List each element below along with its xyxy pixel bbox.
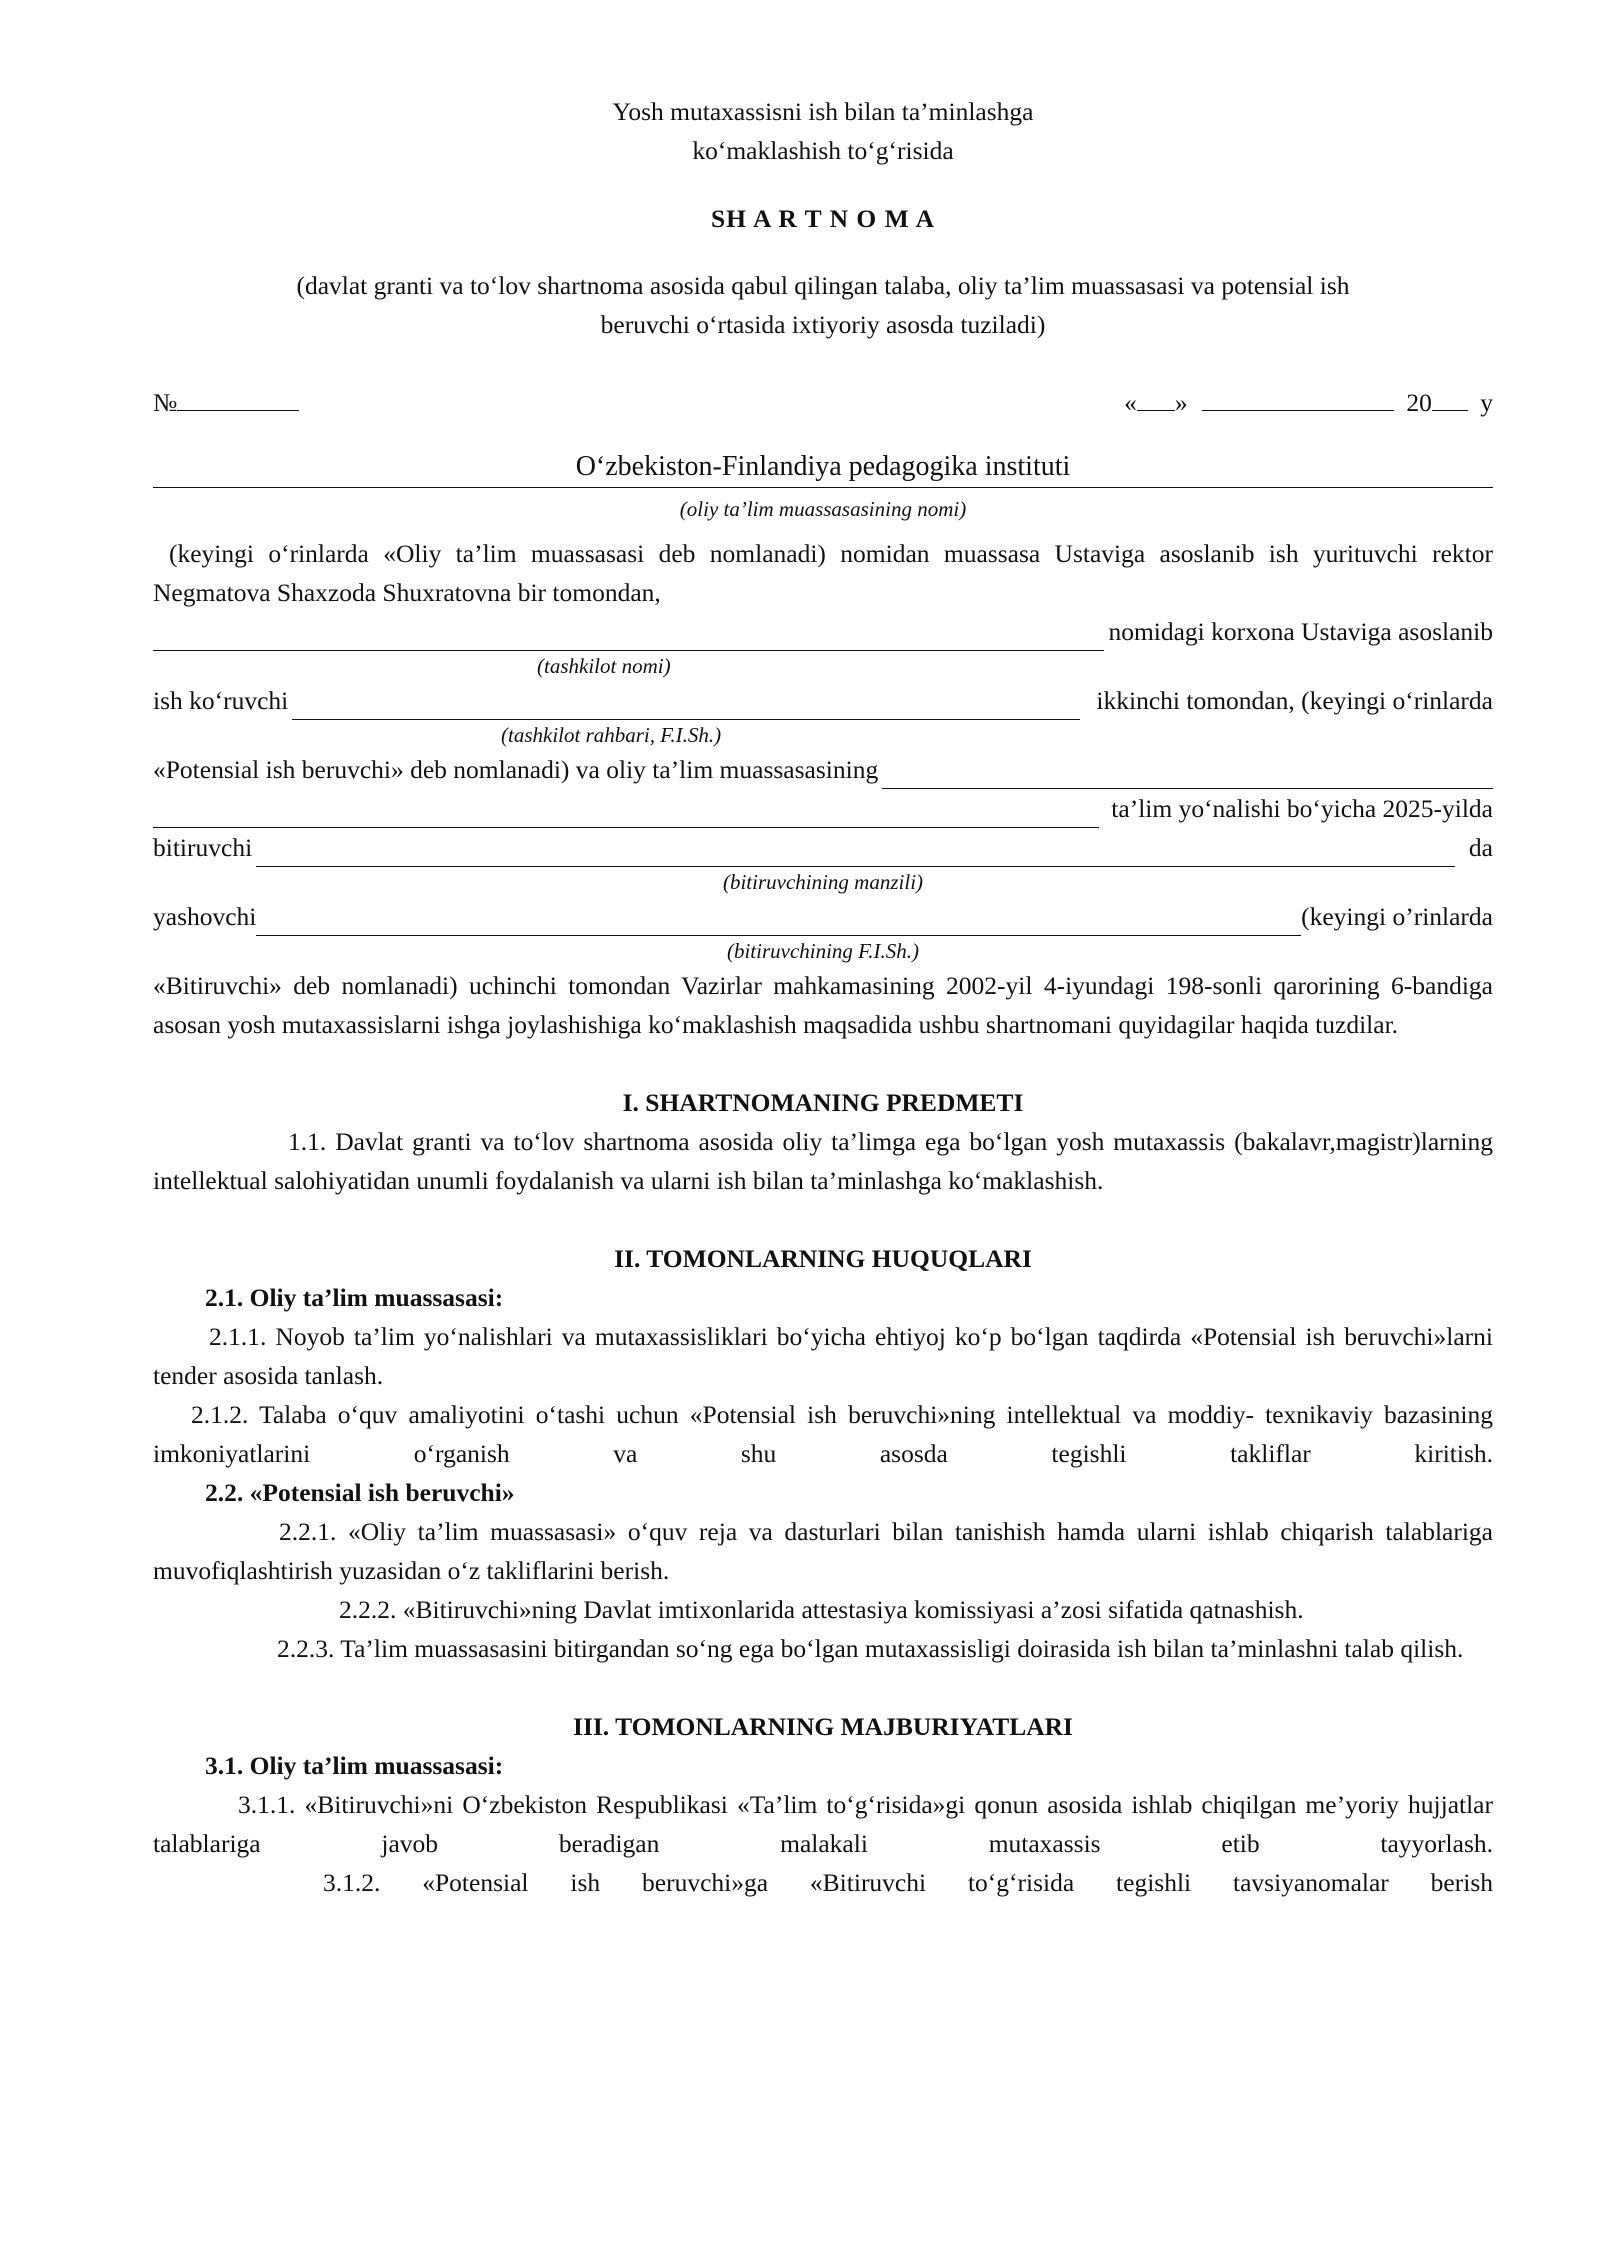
section2-p2-2: 2.2.2. «Bitiruvchi»ning Davlat imtixonlarida attestasiya komissiyasi a’zosi sifatida qatnashish. xyxy=(339,1595,1304,1624)
intro-paragraph: (keyingi o‘rinlarda «Oliy ta’lim muassasasi deb nomlanadi) nomidan muassasa Ustaviga asoslanib ish yurituvchi rektor Negmatova Shaxzoda Shuxratovna bir tomondan, xyxy=(153,539,1493,607)
intro-final-paragraph: «Bitiruvchi» deb nomlanadi) uchinchi tomondan Vazirlar mahkamasining 2002-yil 4-iyundagi 198-sonli qarorining 6-bandiga asosan yosh mutaxassislarni ishga joylashishiga ko‘maklashish maqsadida ushbu shartnomani quyidagilar haqida tuzdilar. xyxy=(153,971,1493,1039)
head-row: ish ko‘ruvchi ikkinchi tomondan, (keyingi o‘rinlarda xyxy=(153,681,1493,720)
section1-p1: 1.1. Davlat granti va to‘lov shartnoma asosida oliy ta’limga ega bo‘lgan yosh mutaxassis (bakalavr,magistr)larning intellektual salohiyatidan unumli foydalanish va ularni ish bilan ta’minlashga ko‘maklashish. xyxy=(153,1127,1493,1195)
graduate-row: bitiruvchi da xyxy=(153,828,1493,867)
name-blank[interactable] xyxy=(256,905,1301,936)
contract-date: « » 20 y xyxy=(1124,382,1493,422)
faculty-blank[interactable] xyxy=(882,758,1493,789)
organization-row: nomidagi korxona Ustaviga asoslanib xyxy=(153,612,1493,651)
number-date-row xyxy=(153,382,1493,422)
direction-row: ta’lim yo‘nalishi bo‘yicha 2025-yilda xyxy=(153,789,1493,828)
section2-h1: 2.1. Oliy ta’lim muassasasi: xyxy=(205,1283,504,1312)
day-blank[interactable] xyxy=(1137,382,1175,411)
direction-blank[interactable] xyxy=(153,797,1099,828)
section3-p1-1: 3.1.1. «Bitiruvchi»ni O‘zbekiston Respublikasi «Ta’lim to‘g‘risida»gi qonun asosida ishlab chiqilgan me’yoriy hujjatlar talablariga javob beradigan malakali mutaxassis etib tayyorlash. xyxy=(153,1790,1493,1858)
address-blank[interactable] xyxy=(256,836,1455,867)
organization-caption: (tashkilot nomi) xyxy=(537,654,671,678)
institution-line xyxy=(153,451,1493,492)
head-blank[interactable] xyxy=(292,689,1080,720)
number-blank[interactable] xyxy=(177,382,299,411)
address-caption: (bitiruvchining manzili) xyxy=(722,870,924,894)
section2-p2-1: 2.2.1. «Oliy ta’lim muassasasi» o‘quv reja va dasturlari bilan tanishish hamda ularni ishlab chiqarish talablariga muvofiqlashtirish yuzasidan o‘z takliflarini berish. xyxy=(153,1517,1493,1585)
employer-row: «Potensial ish beruvchi» deb nomlanadi) va oliy ta’lim muassasasining xyxy=(153,750,1493,789)
section3-h1: 3.1. Oliy ta’lim muassasasi: xyxy=(205,1751,504,1780)
year-blank[interactable] xyxy=(1432,382,1468,411)
header-line2: ko‘maklashish to‘g‘risida xyxy=(692,136,954,165)
living-row: yashovchi (keyingi o’rinlarda xyxy=(153,897,1493,936)
section1-title: I. SHARTNOMANING PREDMETI xyxy=(622,1088,1024,1117)
section3-title: III. TOMONLARNING MAJBURIYATLARI xyxy=(573,1712,1073,1741)
name-caption: (bitiruvchining F.I.Sh.) xyxy=(726,939,920,963)
month-blank[interactable] xyxy=(1202,382,1394,411)
subtitle-line2: beruvchi o‘rtasida ixtiyoriy asosda tuziladi) xyxy=(600,310,1046,339)
institution-name: O‘zbekiston-Finlandiya pedagogika instituti xyxy=(575,451,1071,482)
section2-p1-1: 2.1.1. Noyob ta’lim yo‘nalishlari va mutaxassisliklari bo‘yicha ehtiyoj ko‘p bo‘lgan taqdirda «Potensial ish beruvchi»larni tender asosida tanlash. xyxy=(153,1322,1493,1390)
header-line1: Yosh mutaxassisni ish bilan ta’minlashga xyxy=(612,97,1034,126)
organization-blank[interactable] xyxy=(153,620,1104,651)
section3-p1-2: 3.1.2. «Potensial ish beruvchi»ga «Bitiruvchi to‘g‘risida tegishli tavsiyanomalar berish xyxy=(323,1868,1493,1897)
section2-h2: 2.2. «Potensial ish beruvchi» xyxy=(205,1478,515,1507)
document-title: SH A R T N O M A xyxy=(710,204,936,233)
head-caption: (tashkilot rahbari, F.I.Sh.) xyxy=(501,723,722,747)
contract-number: № xyxy=(153,382,299,422)
section2-p1-2: 2.1.2. Talaba o‘quv amaliyotini o‘tashi uchun «Potensial ish beruvchi»ning intellektual va moddiy- texnikaviy bazasining imkoniyatlarini o‘rganish va shu asosda tegishli takliflar kiritish. xyxy=(153,1400,1493,1468)
institution-caption: (oliy ta’lim muassasasining nomi) xyxy=(679,497,967,521)
subtitle-line1: (davlat granti va to‘lov shartnoma asosida qabul qilingan talaba, oliy ta’lim muassasasi va potensial ish xyxy=(296,271,1350,300)
section2-p2-3: 2.2.3. Ta’lim muassasasini bitirgandan so‘ng ega bo‘lgan mutaxassisligi doirasida ish bilan ta’minlashni talab qilish. xyxy=(277,1634,1464,1663)
section2-title: II. TOMONLARNING HUQUQLARI xyxy=(614,1244,1032,1273)
